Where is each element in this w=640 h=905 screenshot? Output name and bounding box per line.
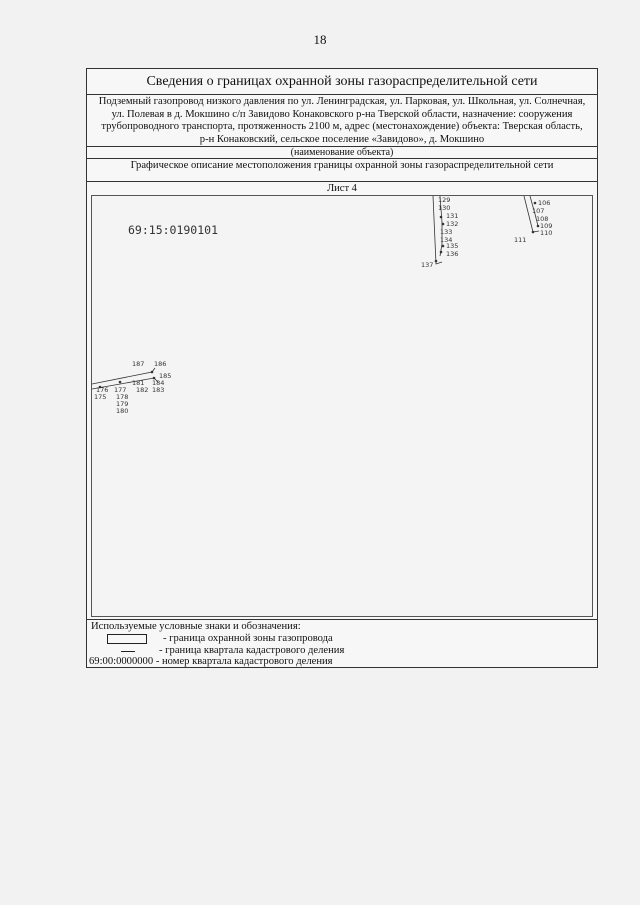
- graphic-description-heading: Графическое описание местоположения границы охранной зоны газораспределительной сети: [87, 159, 597, 182]
- point-label: 178: [116, 393, 129, 401]
- point-label: 184: [152, 379, 165, 387]
- document-title: Сведения о границах охранной зоны газораспределительной сети: [87, 69, 597, 95]
- object-description: [87, 95, 597, 147]
- point-label: 107: [532, 207, 545, 215]
- point-label: 109: [540, 222, 553, 230]
- point-label: 133: [440, 228, 453, 236]
- point-label: 185: [159, 372, 172, 380]
- boundary-point: [440, 251, 443, 254]
- boundary-point: [534, 202, 537, 205]
- boundary-point: [119, 381, 122, 384]
- zone-boundary-symbol: [107, 634, 147, 644]
- point-label: 181: [132, 379, 145, 387]
- object-naming-caption: (наименование объекта): [87, 147, 597, 159]
- boundary-point: [442, 223, 445, 226]
- boundary-map: [91, 195, 593, 617]
- quarter-number-symbol: 69:00:0000000: [89, 656, 154, 667]
- legend-item-zone-boundary: [87, 633, 597, 645]
- point-label: 130: [438, 204, 451, 212]
- boundary-point: [442, 245, 445, 248]
- sheet-label: Лист 4: [327, 183, 357, 194]
- boundary-point: [537, 225, 540, 228]
- quarter-boundary-symbol: [121, 651, 135, 652]
- point-label: 183: [152, 386, 165, 394]
- point-label: 186: [154, 360, 167, 368]
- point-label: 135: [446, 242, 459, 250]
- page-number: 18: [313, 32, 327, 47]
- legend: [87, 619, 597, 667]
- boundary-point: [151, 371, 154, 374]
- point-label: 134: [440, 236, 453, 244]
- point-label: 110: [540, 229, 553, 237]
- boundary-points-top-center: [421, 196, 458, 269]
- point-label: 175: [94, 393, 107, 401]
- cadastral-quarter-label: 69:15:0190101: [128, 223, 219, 237]
- point-label: 182: [136, 386, 149, 394]
- boundary-points-left: [94, 360, 171, 415]
- object-description-line: Подземный газопровод низкого давления по ул. Ленинградская, ул. Парковая, ул. Школьная, ул. Солнечная,: [98, 96, 586, 107]
- boundary-point: [532, 231, 535, 234]
- boundary-points-top-right: [514, 199, 552, 244]
- legend-item-text: - номер квартала кадастрового деления: [155, 656, 333, 667]
- legend-item-text: - граница охранной зоны газопровода: [163, 633, 333, 644]
- point-label: 177: [114, 386, 127, 394]
- document-frame: [86, 68, 598, 668]
- point-label: 132: [446, 220, 459, 228]
- point-label: 108: [536, 215, 549, 223]
- point-label: 111: [514, 236, 527, 244]
- legend-item-quarter-number: [89, 656, 333, 668]
- object-description-line: р-н Конаковский, сельское поселение «Завидово», д. Мокшино: [199, 133, 485, 145]
- point-label: 136: [446, 250, 459, 258]
- point-label: 131: [446, 212, 459, 220]
- point-label: 187: [132, 360, 145, 368]
- point-label: 179: [116, 400, 129, 408]
- point-label: 137: [421, 261, 434, 269]
- legend-item-text: - граница квартала кадастрового деления: [159, 645, 345, 656]
- legend-title: Используемые условные знаки и обозначения:: [91, 621, 301, 632]
- boundary-point: [440, 216, 443, 219]
- boundary-point: [435, 260, 438, 263]
- object-description-line: ул. Полевая в д. Мокшино с/п Завидово Конаковского р-на Тверской области, назначение: сооружения: [111, 108, 573, 120]
- point-label: 176: [96, 386, 109, 394]
- object-description-line: трубопроводного транспорта, протяженность 2100 м, адрес (местонахождение) объекта: Тверская область,: [101, 121, 583, 133]
- point-label: 106: [538, 199, 551, 207]
- point-label: 129: [438, 196, 451, 204]
- point-label: 180: [116, 407, 129, 415]
- map-canvas: [92, 196, 592, 616]
